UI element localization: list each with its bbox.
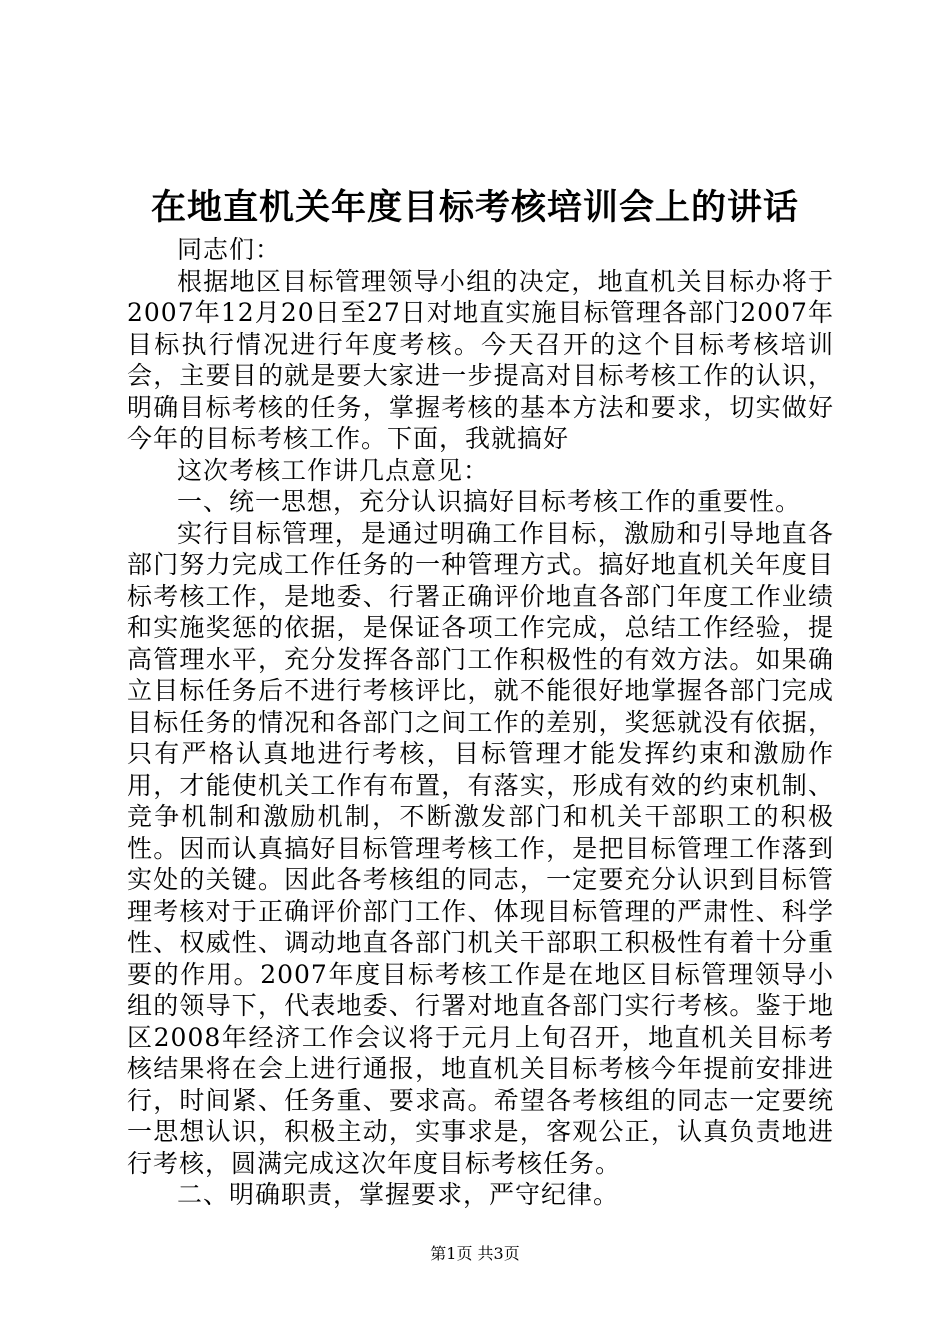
- section-heading: 一、统一思想，充分认识搞好目标考核工作的重要性。: [177, 487, 802, 516]
- body-paragraph: 实行目标管理，是通过明确工作目标，激励和引导地直各部门努力完成工作任务的一种管理方式。搞好地直机关年度目标考核工作，是地委、行署正确评价地直各部门年度工作业绩和实施奖惩的依据，是保证各项工作完成，总结工作经验，提高管理水平，充分发挥各部门工作积极性的有效方法。如果确立目标任务后不进行考核评比，就不能很好地掌握各部门完成目标任务的情况和各部门之间工作的差别，奖惩就没有依据，只有严格认真地进行考核，目标管理才能发挥约束和激励作用，才能使机关工作有布置，有落实，形成有效的约束机制、竞争机制和激励机制，不断激发部门和机关干部职工的积极性。因而认真搞好目标管理考核工作，是把目标管理工作落到实处的关键。因此各考核组的同志，一定要充分认识到目标管理考核对于正确评价部门工作、体现目标管理的严肃性、科学性、权威性、调动地直各部门机关干部职工积极性有着十分重要的作用。2007年度目标考核工作是在地区目标管理领导小组的领导下，代表地委、行署对地直各部门实行考核。鉴于地区2008年经济工作会议将于元月上旬召开，地直机关目标考核结果将在会上进行通报，地直机关目标考核今年提前安排进行，时间紧、任务重、要求高。希望各考核组的同志一定要统一思想认识，积极主动，实事求是，客观公正，认真负责地进行考核，圆满完成这次年度目标考核任务。: [127, 518, 834, 1178]
- document-body: [127, 234, 834, 1211]
- page-number-footer: 第1页 共3页: [430, 1244, 520, 1263]
- body-paragraph: 这次考核工作讲几点意见：: [177, 455, 490, 485]
- salutation-paragraph: 同志们：: [177, 235, 282, 264]
- document-title: 在地直机关年度目标考核培训会上的讲话: [150, 187, 799, 228]
- section-heading: 二、明确职责，掌握要求，严守纪律。: [177, 1180, 620, 1209]
- body-paragraph: 根据地区目标管理领导小组的决定，地直机关目标办将于2007年12月20日至27日对地直实施目标管理各部门2007年目标执行情况进行年度考核。今天召开的这个目标考核培训会，主要目的就是要大家进一步提高对目标考核工作的认识，明确目标考核的任务，掌握考核的基本方法和要求，切实做好今年的目标考核工作。下面，我就搞好: [127, 266, 834, 453]
